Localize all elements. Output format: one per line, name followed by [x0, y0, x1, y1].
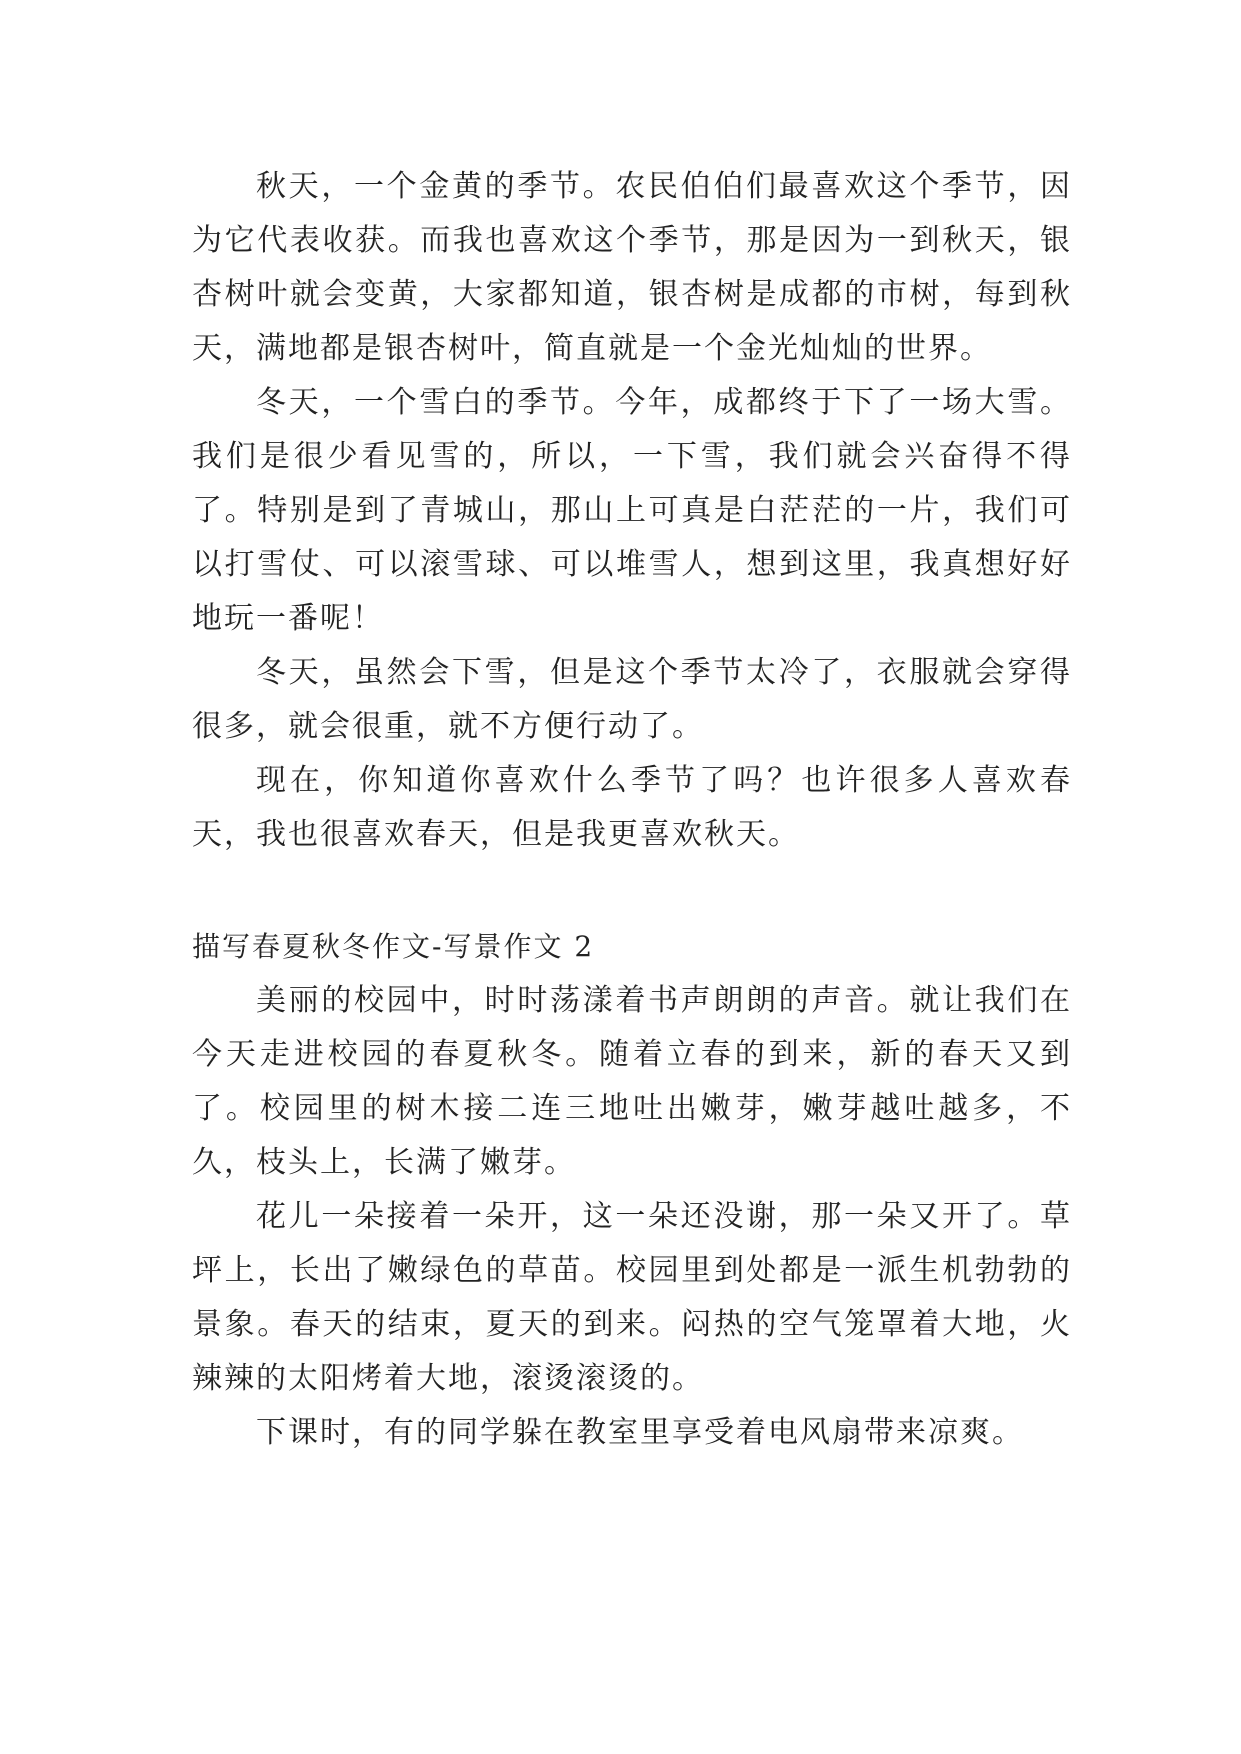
paragraph-winter-cold: 冬天，虽然会下雪，但是这个季节太冷了，衣服就会穿得很多，就会很重，就不方便行动了。	[192, 655, 1072, 744]
paragraph-conclusion: 现在，你知道你喜欢什么季节了吗？也许很多人喜欢春天，我也很喜欢春天，但是我更喜欢秋天。	[192, 763, 1072, 852]
section-heading: 描写春夏秋冬作文-写景作文 2	[192, 930, 595, 963]
document-body	[192, 160, 1072, 1460]
paragraph-autumn: 秋天，一个金黄的季节。农民伯伯们最喜欢这个季节，因为它代表收获。而我也喜欢这个季节，那是因为一到秋天，银杏树叶就会变黄，大家都知道，银杏树是成都的市树，每到秋天，满地都是银杏树叶，简直就是一个金光灿灿的世界。	[192, 169, 1072, 366]
paragraph-campus-spring: 美丽的校园中，时时荡漾着书声朗朗的声音。就让我们在今天走进校园的春夏秋冬。随着立春的到来，新的春天又到了。校园里的树木接二连三地吐出嫩芽，嫩芽越吐越多，不久，枝头上，长满了嫩芽。	[192, 983, 1072, 1180]
paragraph-after-class: 下课时，有的同学躲在教室里享受着电风扇带来凉爽。	[256, 1415, 1024, 1450]
paragraph-winter-snow: 冬天，一个雪白的季节。今年，成都终于下了一场大雪。我们是很少看见雪的，所以，一下雪，我们就会兴奋得不得了。特别是到了青城山，那山上可真是白茫茫的一片，我们可以打雪仗、可以滚雪球、可以堆雪人，想到这里，我真想好好地玩一番呢！	[192, 385, 1072, 636]
paragraph-flowers-summer: 花儿一朵接着一朵开，这一朵还没谢，那一朵又开了。草坪上，长出了嫩绿色的草苗。校园里到处都是一派生机勃勃的景象。春天的结束，夏天的到来。闷热的空气笼罩着大地，火辣辣的太阳烤着大地，滚烫滚烫的。	[192, 1199, 1072, 1396]
